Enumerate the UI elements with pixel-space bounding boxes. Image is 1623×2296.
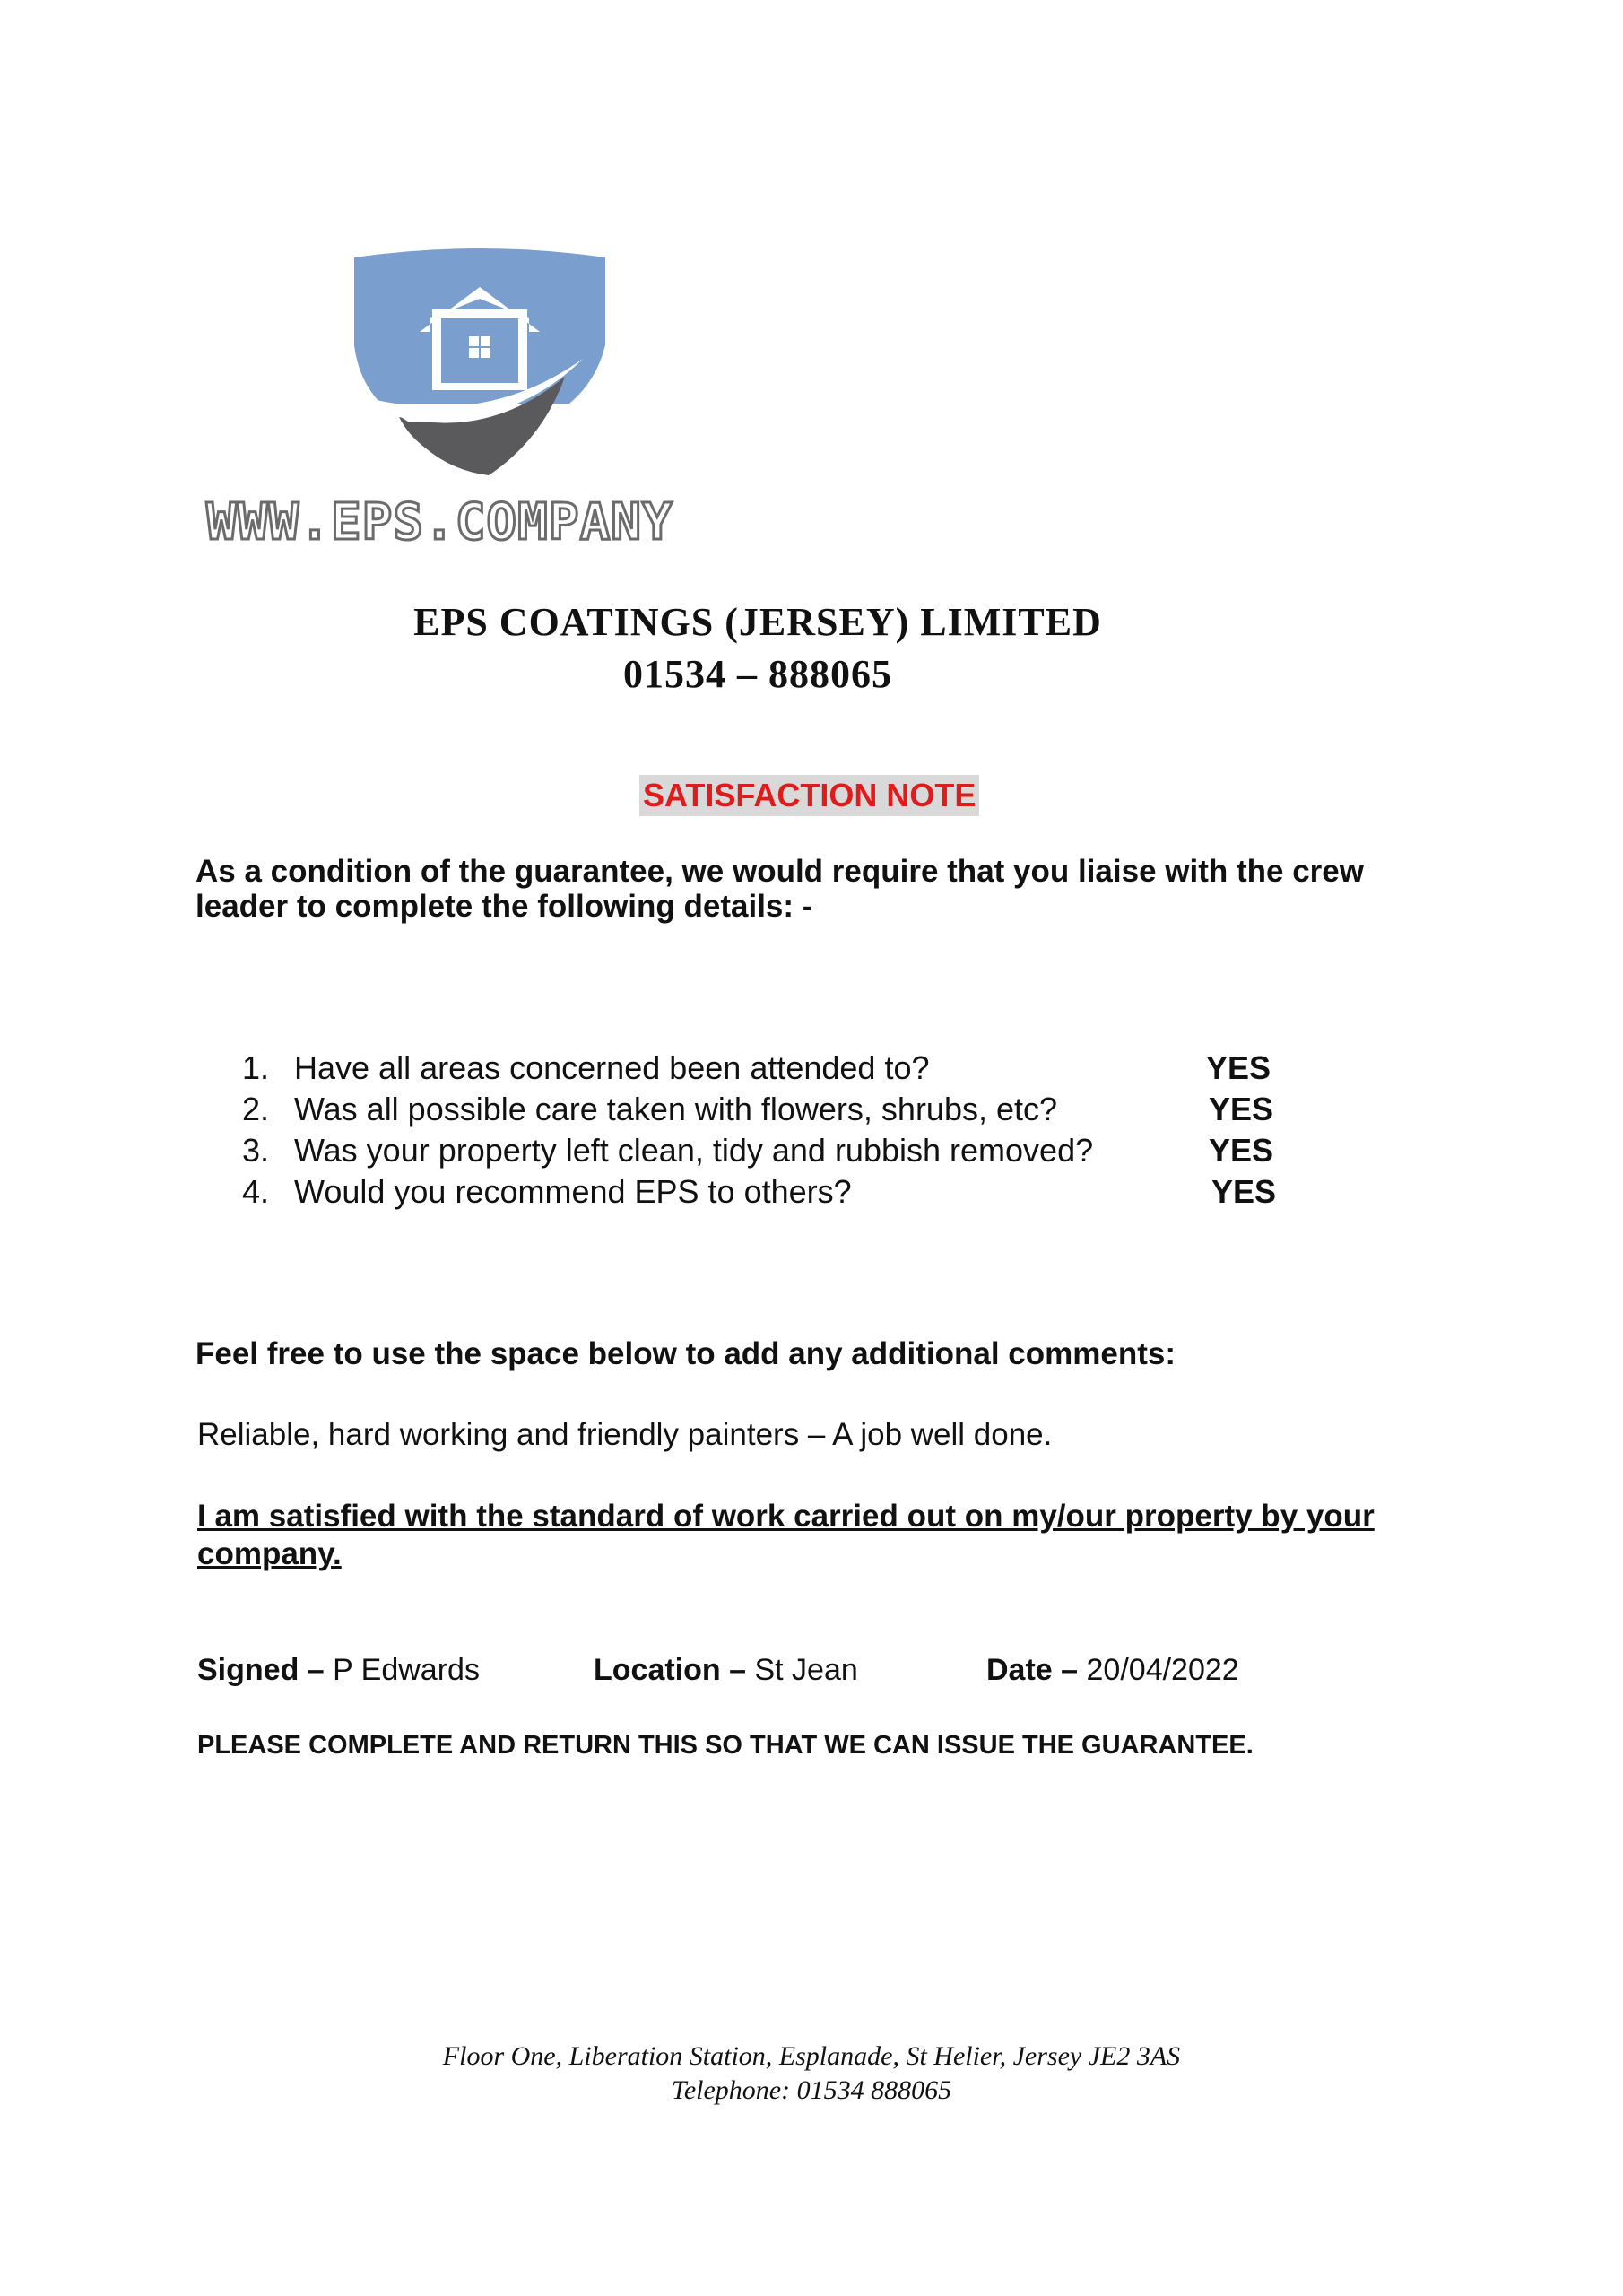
footer-telephone: Telephone: 01534 888065 [671, 2075, 952, 2105]
company-name: EPS COATINGS (JERSEY) LIMITED [413, 600, 1102, 644]
question-answer: YES [1209, 1132, 1274, 1169]
comments-heading: Feel free to use the space below to add any additional comments: [195, 1336, 1176, 1371]
signed-value: P Edwards [333, 1653, 480, 1687]
question-row [242, 1173, 1318, 1214]
date-value: 20/04/2022 [1086, 1653, 1239, 1687]
question-number: 3. [242, 1132, 270, 1169]
company-logo [197, 229, 753, 570]
question-number: 2. [242, 1091, 270, 1127]
question-text: Was your property left clean, tidy and rubbish removed? [294, 1132, 1094, 1169]
location-field [594, 1653, 858, 1688]
logo-text: WWW.EPS.COMPANY [206, 493, 673, 552]
question-answer: YES [1206, 1049, 1271, 1086]
question-text: Was all possible care taken with flowers, shrubs, etc? [294, 1091, 1058, 1127]
question-text: Would you recommend EPS to others? [294, 1173, 852, 1210]
location-value: St Jean [754, 1653, 858, 1687]
question-answer: YES [1211, 1173, 1277, 1210]
signed-label: Signed – [197, 1653, 325, 1687]
company-phone: 01534 – 888065 [623, 652, 892, 696]
question-row [242, 1049, 1318, 1091]
question-number: 1. [242, 1049, 270, 1086]
question-answer: YES [1209, 1091, 1274, 1127]
question-row [242, 1091, 1318, 1132]
return-instruction: PLEASE COMPLETE AND RETURN THIS SO THAT WE CAN ISSUE THE GUARANTEE. [197, 1731, 1254, 1760]
satisfaction-note-title: SATISFACTION NOTE [639, 775, 979, 816]
satisfaction-statement: I am satisfied with the standard of work carried out on my/our property by your company. [197, 1499, 1375, 1571]
footer-address: Floor One, Liberation Station, Esplanade, St Helier, Jersey JE2 3AS [442, 2041, 1181, 2071]
signed-field [197, 1653, 480, 1688]
question-number: 4. [242, 1173, 270, 1210]
comment-text: Reliable, hard working and friendly painters – A job well done. [197, 1417, 1053, 1452]
location-label: Location – [594, 1653, 747, 1687]
date-label: Date – [986, 1653, 1079, 1687]
date-field [986, 1653, 1239, 1688]
house-shield-icon [345, 247, 614, 489]
question-row [242, 1132, 1318, 1173]
question-text: Have all areas concerned been attended to? [294, 1049, 930, 1086]
intro-paragraph: As a condition of the guarantee, we would require that you liaise with the crew leader to complete the following details: - [195, 854, 1364, 924]
